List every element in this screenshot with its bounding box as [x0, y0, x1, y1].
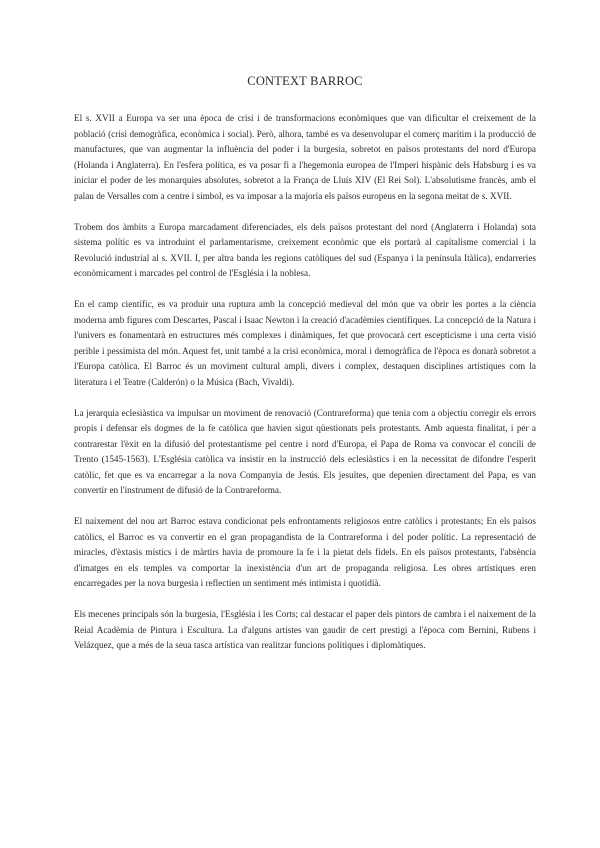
paragraph-counter-reformation: La jerarquia eclesiàstica va impulsar un moviment de renovació (Contrareforma) que tenia com a objectiu corregir els errors propis i defensar els dogmes de la fe catòlica que havien sigut qüestionats pels protestants. Amb aquesta finalitat, i per a contrarestar l'èxit en la difusió del protestantisme pel centre i nord d'Europa, el Papa de Roma va convocar el concili de Trento (1545-1563). L'Església catòlica va insistir en la instrucció dels eclesiàstics i en la necessitat de difondre l'esperit catòlic, fet que es va encarregar a la nova Companyia de Jesús. Els jesuïtes, que depenien directament del Papa, es van convertir en l'instrument de difusió de la Contrareforma. [74, 407, 536, 496]
paragraph-baroque-art-birth: El naixement del nou art Barroc estava condicionat pels enfrontaments religiosos entre catòlics i protestants; En els països catòlics, el Barroc es va convertir en el gran propagandista de la Contrareforma i del poder polític. La representació de miracles, d'èxtasis místics i de màrtirs havia de promoure la fe i la pietat dels fidels. En els països protestants, l'absència d'imatges en els temples va comportar la inexistència d'un art de propaganda religiosa. Les obres artístiques eren encarregades per la nova burgesia i reflectien un sentiment més intimista i quotidià. [74, 516, 536, 589]
paragraph-scientific-field: En el camp científic, es va produir una ruptura amb la concepció medieval del món que va obrir les portes a la ciència moderna amb figures com Descartes, Pascal i Isaac Newton i la creació d'acadèmies científiques. La concepció de la Natura i l'univers es fonamentarà en estructures més complexes i dinàmiques, fet que provocarà cert escepticisme i una certa visió perible i pessimista del món. Aquest fet, unit també a la crisi econòmica, moral i demogràfica de l'època es donarà sobretot a l'Europa catòlica. El Barroc és un moviment cultural ampli, divers i complex, destaquen disciplines artístiques com la literatura i el Teatre (Calderón) o la Música (Bach, Vivaldi). [74, 298, 536, 387]
document-title: CONTEXT BARROC [247, 74, 363, 88]
paragraph-patrons: Els mecenes principals són la burgesia, l'Església i les Corts; cal destacar el paper dels pintors de cambra i el naixement de la Reial Acadèmia de Pintura i Escultura. La d'alguns artistes van gaudir de cert prestigi a l'època com Bernini, Rubens i Velázquez, que a més de la seua tasca artística van realitzar funcions polítiques i diplomàtiques. [74, 609, 536, 651]
paragraph-two-europes: Trobem dos àmbits a Europa marcadament diferenciades, els dels països protestant del nord (Anglaterra i Holanda) sota sistema polític es va introduint el parlamentarisme, creixement econòmic que els portarà al capitalisme comercial i la Revolució industrial al s. XVII. I, per altra banda les regions catòliques del sud (Espanya i la península Itàlica), endarreries econòmicament i marcades pel control de l'Església i la noblesa. [74, 221, 536, 279]
paragraph-economic-crisis: El s. XVII a Europa va ser una època de crisi i de transformacions econòmiques que van dificultar el creixement de la població (crisi demogràfica, econòmica i social). Però, alhora, també es va desenvolupar el comerç marítim i la producció de manufactures, que van augmentar la influència del poder i la burgesia, sobretot en països protestants del nord d'Europa (Holanda i Anglaterra). En l'esfera política, es va posar fi a l'hegemonia europea de l'Imperi hispànic dels Habsburg i es va iniciar el poder de les monarquies absolutes, sobretot a la França de Lluís XIV (El Rei Sol). L'absolutisme francès, amb el palau de Versalles com a centre i símbol, es va imposar a la majoria els països europeus en la segona meitat de s. XVII. [74, 113, 536, 201]
